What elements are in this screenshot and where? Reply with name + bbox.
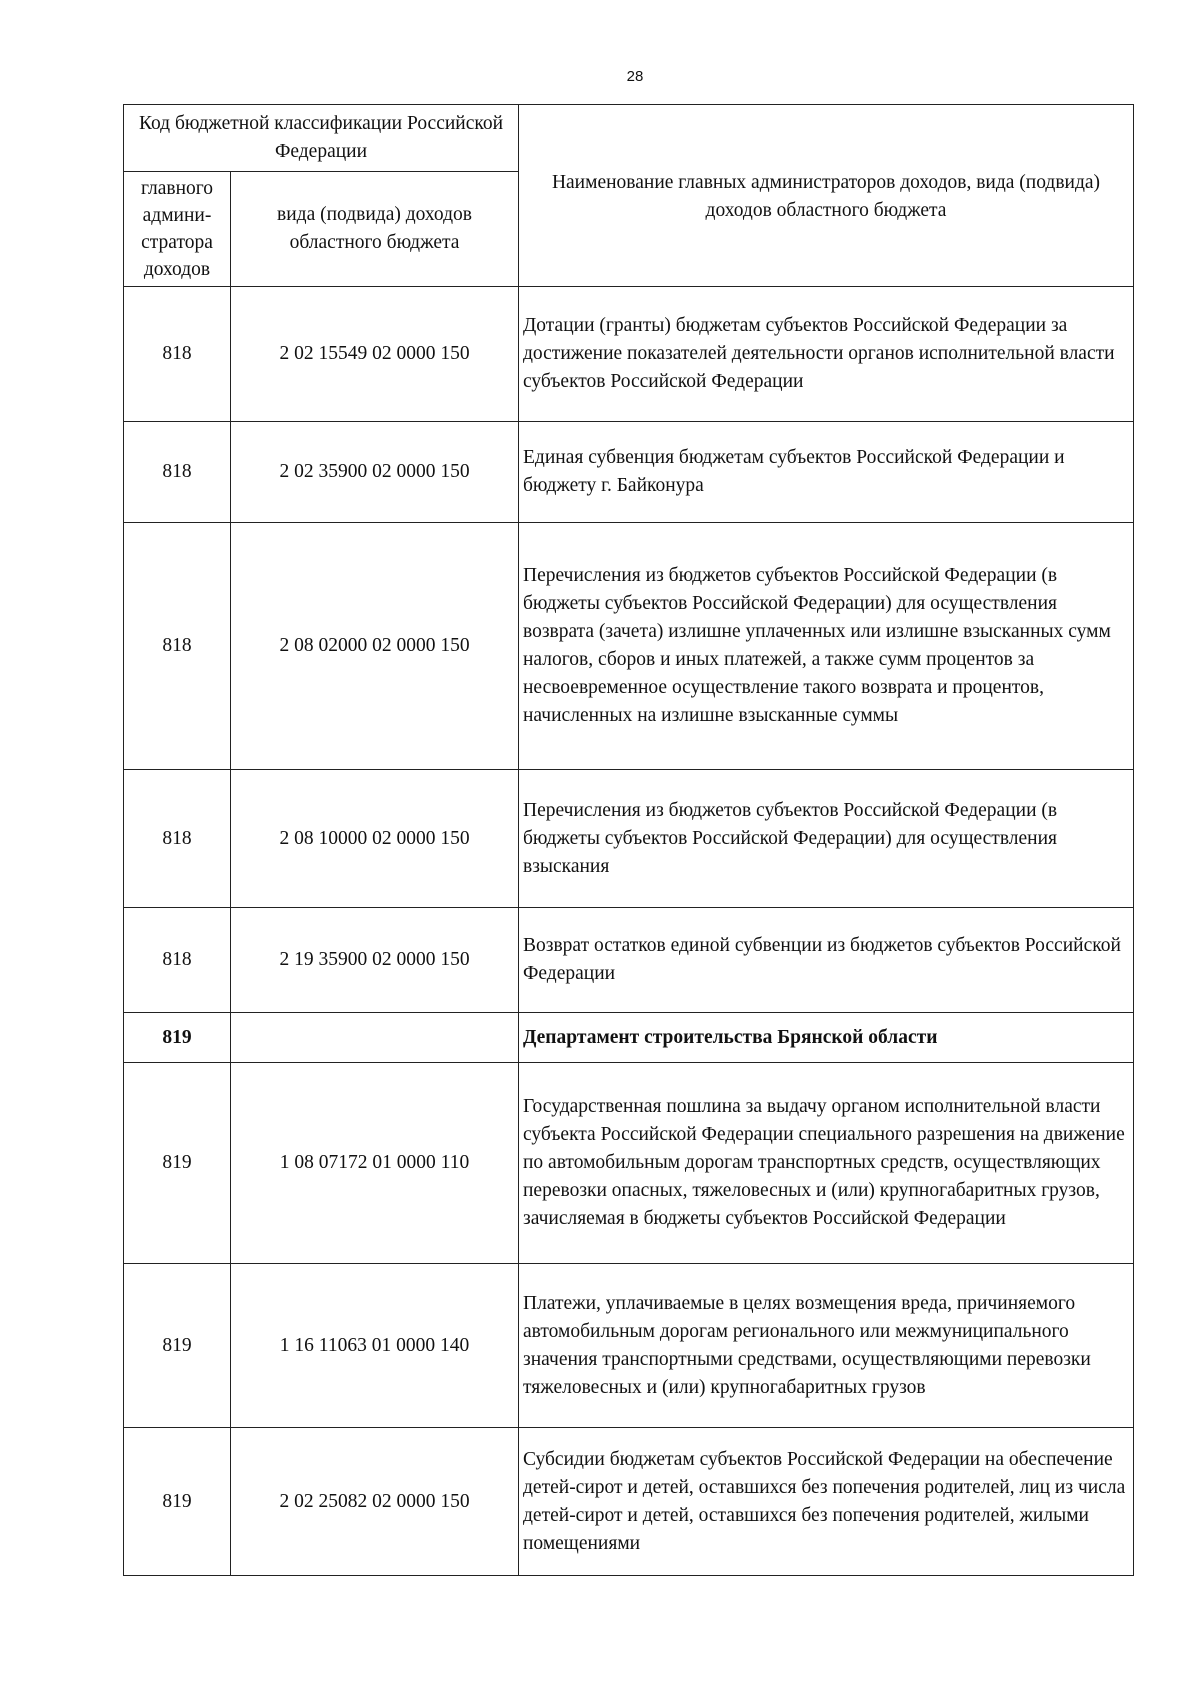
row-income-code: [231, 1013, 519, 1063]
page-number: 28: [626, 68, 644, 85]
row-income-code: 1 08 07172 01 0000 110: [231, 1063, 519, 1264]
row-admin-code: 818: [124, 287, 231, 422]
row-admin-code: 819: [124, 1013, 231, 1063]
budget-classification-table: [123, 104, 1134, 1576]
header-income-kind: вида (подвида) доходов областного бюджета: [231, 172, 519, 287]
row-income-code: 2 02 35900 02 0000 150: [231, 422, 519, 523]
row-name: Государственная пошлина за выдачу органом исполнительной власти субъекта Российской Федерации специального разрешения на движение по автомобильным дорогам транспортных средств, осуществляющих перевозки опасных, тяжеловесных и (или) крупногабаритных грузов, зачисляемая в бюджеты субъектов Российской Федерации: [519, 1063, 1134, 1264]
row-income-code: 2 08 10000 02 0000 150: [231, 770, 519, 908]
header-admin-code: главного админи-стратора доходов: [124, 172, 231, 287]
row-admin-code: 819: [124, 1264, 231, 1428]
table-row: [124, 1264, 1134, 1428]
row-admin-code: 819: [124, 1063, 231, 1264]
row-admin-code: 819: [124, 1428, 231, 1576]
row-name: Единая субвенция бюджетам субъектов Российской Федерации и бюджету г. Байконура: [519, 422, 1134, 523]
table-row: [124, 908, 1134, 1013]
table-row: [124, 422, 1134, 523]
row-name: Перечисления из бюджетов субъектов Российской Федерации (в бюджеты субъектов Российской Федерации) для осуществления взыскания: [519, 770, 1134, 908]
row-name: Платежи, уплачиваемые в целях возмещения вреда, причиняемого автомобильным дорогам регионального или межмуниципального значения транспортными средствами, осуществляющими перевозки тяжеловесных и (или) крупногабаритных грузов: [519, 1264, 1134, 1428]
row-admin-code: 818: [124, 908, 231, 1013]
table-row-department: [124, 1013, 1134, 1063]
row-admin-code: 818: [124, 770, 231, 908]
row-name: Дотации (гранты) бюджетам субъектов Российской Федерации за достижение показателей деятельности органов исполнительной власти субъектов Российской Федерации: [519, 287, 1134, 422]
table-row: [124, 523, 1134, 770]
row-income-code: 1 16 11063 01 0000 140: [231, 1264, 519, 1428]
table-row: [124, 1063, 1134, 1264]
row-income-code: 2 19 35900 02 0000 150: [231, 908, 519, 1013]
table-row: [124, 287, 1134, 422]
row-admin-code: 818: [124, 523, 231, 770]
row-name: Субсидии бюджетам субъектов Российской Федерации на обеспечение детей-сирот и детей, оставшихся без попечения родителей, лиц из числа детей-сирот и детей, оставшихся без попечения родителей, жилыми помещениями: [519, 1428, 1134, 1576]
header-classification-code: Код бюджетной классификации Российской Федерации: [124, 105, 519, 172]
header-row-1: [124, 105, 1134, 172]
row-income-code: 2 02 15549 02 0000 150: [231, 287, 519, 422]
table-row: [124, 770, 1134, 908]
row-income-code: 2 08 02000 02 0000 150: [231, 523, 519, 770]
row-department-name: Департамент строительства Брянской области: [519, 1013, 1134, 1063]
header-name: Наименование главных администраторов доходов, вида (подвида) доходов областного бюджета: [519, 105, 1134, 287]
table-row: [124, 1428, 1134, 1576]
row-name: Возврат остатков единой субвенции из бюджетов субъектов Российской Федерации: [519, 908, 1134, 1013]
row-admin-code: 818: [124, 422, 231, 523]
row-income-code: 2 02 25082 02 0000 150: [231, 1428, 519, 1576]
row-name: Перечисления из бюджетов субъектов Российской Федерации (в бюджеты субъектов Российской Федерации) для осуществления возврата (зачета) излишне уплаченных или излишне взысканных сумм налогов, сборов и иных платежей, а также сумм процентов за несвоевременное осуществление такого возврата и процентов, начисленных на излишне взысканные суммы: [519, 523, 1134, 770]
